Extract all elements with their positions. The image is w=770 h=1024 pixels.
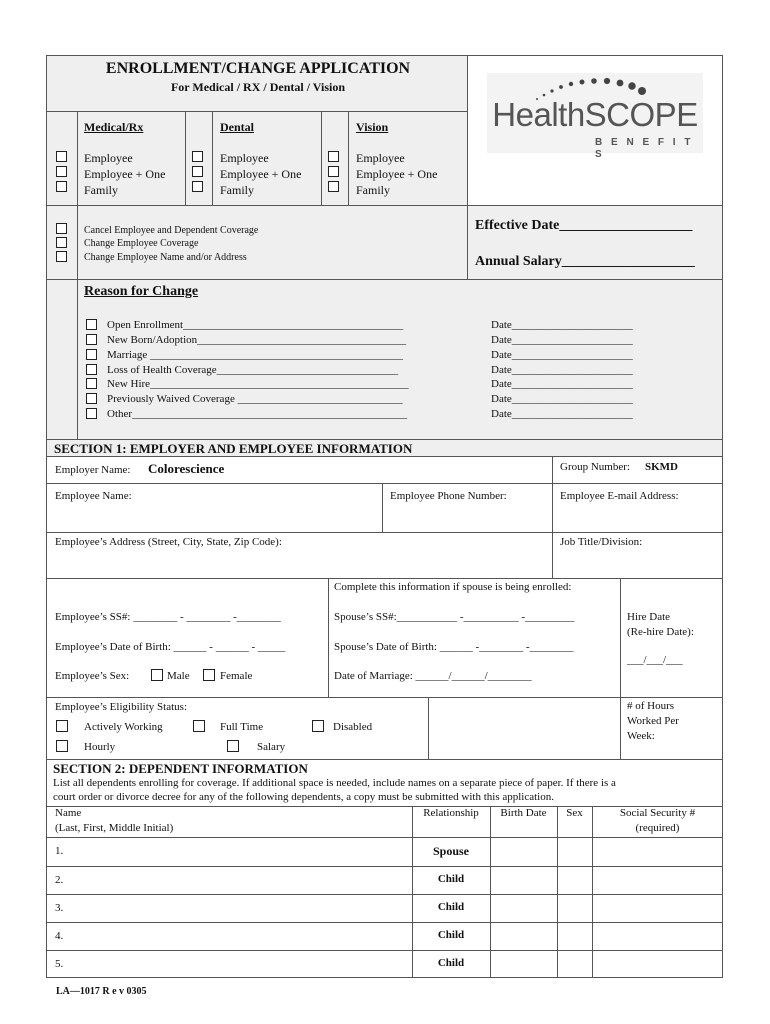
salary-checkbox[interactable] — [227, 740, 239, 752]
hours-label-1: # of Hours — [627, 700, 675, 712]
section2-instructions-2: court order or divorce decree for any of the following dependents, a copy must be submitted with this application. — [53, 791, 554, 803]
salary-label: Salary — [257, 741, 286, 753]
hourly-label: Hourly — [84, 741, 116, 753]
reason-open-enrollment: Open Enrollment________________________________________ — [107, 319, 404, 331]
medical-option-employee: Employee — [84, 151, 133, 165]
dental-option-family: Family — [220, 183, 255, 197]
dental-employee-plus-one-checkbox[interactable] — [192, 166, 203, 177]
effective-date-field[interactable]: Effective Date___________________ — [475, 218, 693, 233]
disabled-label: Disabled — [333, 721, 373, 733]
reason-date: Date______________________ — [491, 319, 633, 331]
actively-working-label: Actively Working — [84, 721, 163, 733]
female-checkbox[interactable] — [203, 669, 215, 681]
header-title-block — [46, 55, 468, 112]
employee-sex-label: Employee’s Sex: — [55, 670, 130, 682]
employee-address-field[interactable]: Employee’s Address (Street, City, State, Zip Code): — [55, 536, 282, 548]
reason-date: Date______________________ — [491, 349, 633, 361]
row-relationship: Spouse — [432, 844, 470, 858]
change-coverage-checkbox[interactable] — [56, 237, 67, 248]
dental-employee-checkbox[interactable] — [192, 151, 203, 162]
full-time-label: Full Time — [220, 721, 264, 733]
row-number: 3. — [55, 902, 64, 914]
male-checkbox[interactable] — [151, 669, 163, 681]
medical-employee-checkbox[interactable] — [56, 151, 67, 162]
vision-option-employee: Employee — [356, 151, 405, 165]
row-relationship: Child — [437, 957, 465, 969]
employer-name-value[interactable]: Colorescience — [148, 461, 225, 476]
change-name-address-label: Change Employee Name and/or Address — [84, 252, 247, 263]
reason-new-born: New Born/Adoption______________________________________ — [107, 334, 407, 346]
logo-benefits: B E N E F I T S — [595, 137, 694, 160]
form-title: ENROLLMENT/CHANGE APPLICATION — [105, 60, 411, 77]
reason-date: Date______________________ — [491, 378, 633, 390]
reason-heading: Reason for Change — [84, 284, 199, 299]
col-name-1: Name — [55, 807, 82, 819]
disabled-checkbox[interactable] — [312, 720, 324, 732]
cancel-coverage-checkbox[interactable] — [56, 223, 67, 234]
hours-label-3: Week: — [627, 730, 655, 742]
rehire-date-label: (Re-hire Date): — [627, 626, 694, 638]
section1-title: SECTION 1: EMPLOYER AND EMPLOYEE INFORMATION — [54, 441, 413, 456]
row-number: 5. — [55, 958, 64, 970]
reason-previously-waived: Previously Waived Coverage ______________________________ — [107, 393, 403, 405]
section2-instructions-1: List all dependents enrolling for coverage. If additional space is needed, include names on a separate piece of paper. If there is a — [53, 777, 616, 789]
vision-employee-checkbox[interactable] — [328, 151, 339, 162]
col-relationship: Relationship — [423, 807, 479, 819]
form-code: LA—1017 R e v 0305 — [56, 986, 147, 997]
vision-heading: Vision — [356, 120, 389, 134]
date-of-marriage-field[interactable]: Date of Marriage: ______/______/________ — [334, 670, 532, 682]
employee-email-field[interactable]: Employee E-mail Address: — [560, 490, 679, 502]
employee-name-field[interactable]: Employee Name: — [55, 490, 132, 502]
col-name-2: (Last, First, Middle Initial) — [55, 822, 174, 834]
reason-marriage: Marriage ______________________________________________ — [107, 349, 404, 361]
medical-option-family: Family — [84, 183, 119, 197]
group-number-value[interactable]: SKMD — [645, 461, 678, 473]
healthscope-logo — [487, 73, 703, 160]
spouse-note: Complete this information if spouse is being enrolled: — [334, 581, 572, 593]
loss-of-coverage-checkbox[interactable] — [86, 364, 97, 375]
male-label: Male — [167, 670, 190, 682]
col-sex: Sex — [566, 807, 583, 819]
hire-date-field[interactable]: ___/___/___ — [627, 654, 683, 666]
spouse-dob-field[interactable]: Spouse’s Date of Birth: ______ -________ -________ — [334, 641, 574, 653]
medical-rx-heading: Medical/Rx — [84, 120, 144, 134]
employee-phone-field[interactable]: Employee Phone Number: — [390, 490, 507, 502]
medical-employee-plus-one-checkbox[interactable] — [56, 166, 67, 177]
dental-option-employee: Employee — [220, 151, 269, 165]
previously-waived-checkbox[interactable] — [86, 393, 97, 404]
reason-date: Date______________________ — [491, 364, 633, 376]
group-number-label: Group Number: — [560, 461, 630, 473]
hours-label-2: Worked Per — [627, 715, 679, 727]
col-ssn-1: Social Security # — [619, 807, 696, 819]
col-ssn-2: (required) — [635, 822, 680, 834]
job-title-field[interactable]: Job Title/Division: — [560, 536, 643, 548]
vision-option-family: Family — [356, 183, 391, 197]
vision-family-checkbox[interactable] — [328, 181, 339, 192]
change-coverage-label: Change Employee Coverage — [84, 238, 199, 249]
change-name-address-checkbox[interactable] — [56, 251, 67, 262]
actively-working-checkbox[interactable] — [56, 720, 68, 732]
row-relationship: Child — [437, 929, 465, 941]
reason-date: Date______________________ — [491, 408, 633, 420]
female-label: Female — [220, 670, 253, 682]
row-relationship: Child — [437, 901, 465, 913]
hire-date-label: Hire Date — [627, 611, 671, 623]
form-subtitle: For Medical / RX / Dental / Vision — [170, 80, 346, 94]
vision-option-employee-plus-one: Employee + One — [356, 167, 438, 181]
spouse-ss-field[interactable]: Spouse’s SS#:___________ -__________ -_________ — [334, 611, 575, 623]
medical-option-employee-plus-one: Employee + One — [84, 167, 166, 181]
open-enrollment-checkbox[interactable] — [86, 319, 97, 330]
row-relationship: Child — [437, 873, 465, 885]
reason-date: Date______________________ — [491, 393, 633, 405]
new-born-checkbox[interactable] — [86, 334, 97, 345]
medical-family-checkbox[interactable] — [56, 181, 67, 192]
row-number: 4. — [55, 930, 64, 942]
employee-ss-field[interactable]: Employee’s SS#: ________ - ________ -________ — [55, 611, 281, 623]
marriage-checkbox[interactable] — [86, 349, 97, 360]
other-checkbox[interactable] — [86, 408, 97, 419]
section1-header — [46, 439, 723, 457]
employee-dob-field[interactable]: Employee’s Date of Birth: ______ - ______ - _____ — [55, 641, 286, 653]
reason-other: Other__________________________________________________ — [107, 408, 408, 420]
full-time-checkbox[interactable] — [193, 720, 205, 732]
row-number: 2. — [55, 874, 64, 886]
employer-name-label: Employer Name: — [55, 464, 131, 476]
reason-loss-of-coverage: Loss of Health Coverage_________________________________ — [107, 364, 399, 376]
new-hire-checkbox[interactable] — [86, 378, 97, 389]
dental-family-checkbox[interactable] — [192, 181, 203, 192]
row-number: 1. — [55, 845, 64, 857]
section2-title: SECTION 2: DEPENDENT INFORMATION — [53, 761, 308, 776]
annual-salary-field[interactable]: Annual Salary___________________ — [475, 254, 695, 269]
dental-option-employee-plus-one: Employee + One — [220, 167, 302, 181]
cancel-coverage-label: Cancel Employee and Dependent Coverage — [84, 225, 259, 236]
reason-date: Date______________________ — [491, 334, 633, 346]
hourly-checkbox[interactable] — [56, 740, 68, 752]
reason-new-hire: New Hire_______________________________________________ — [107, 378, 409, 390]
col-birth-date: Birth Date — [500, 807, 547, 819]
eligibility-label: Employee’s Eligibility Status: — [55, 701, 187, 713]
dental-heading: Dental — [220, 120, 254, 134]
logo-wordmark: HealthSCOPE — [492, 96, 698, 133]
vision-employee-plus-one-checkbox[interactable] — [328, 166, 339, 177]
